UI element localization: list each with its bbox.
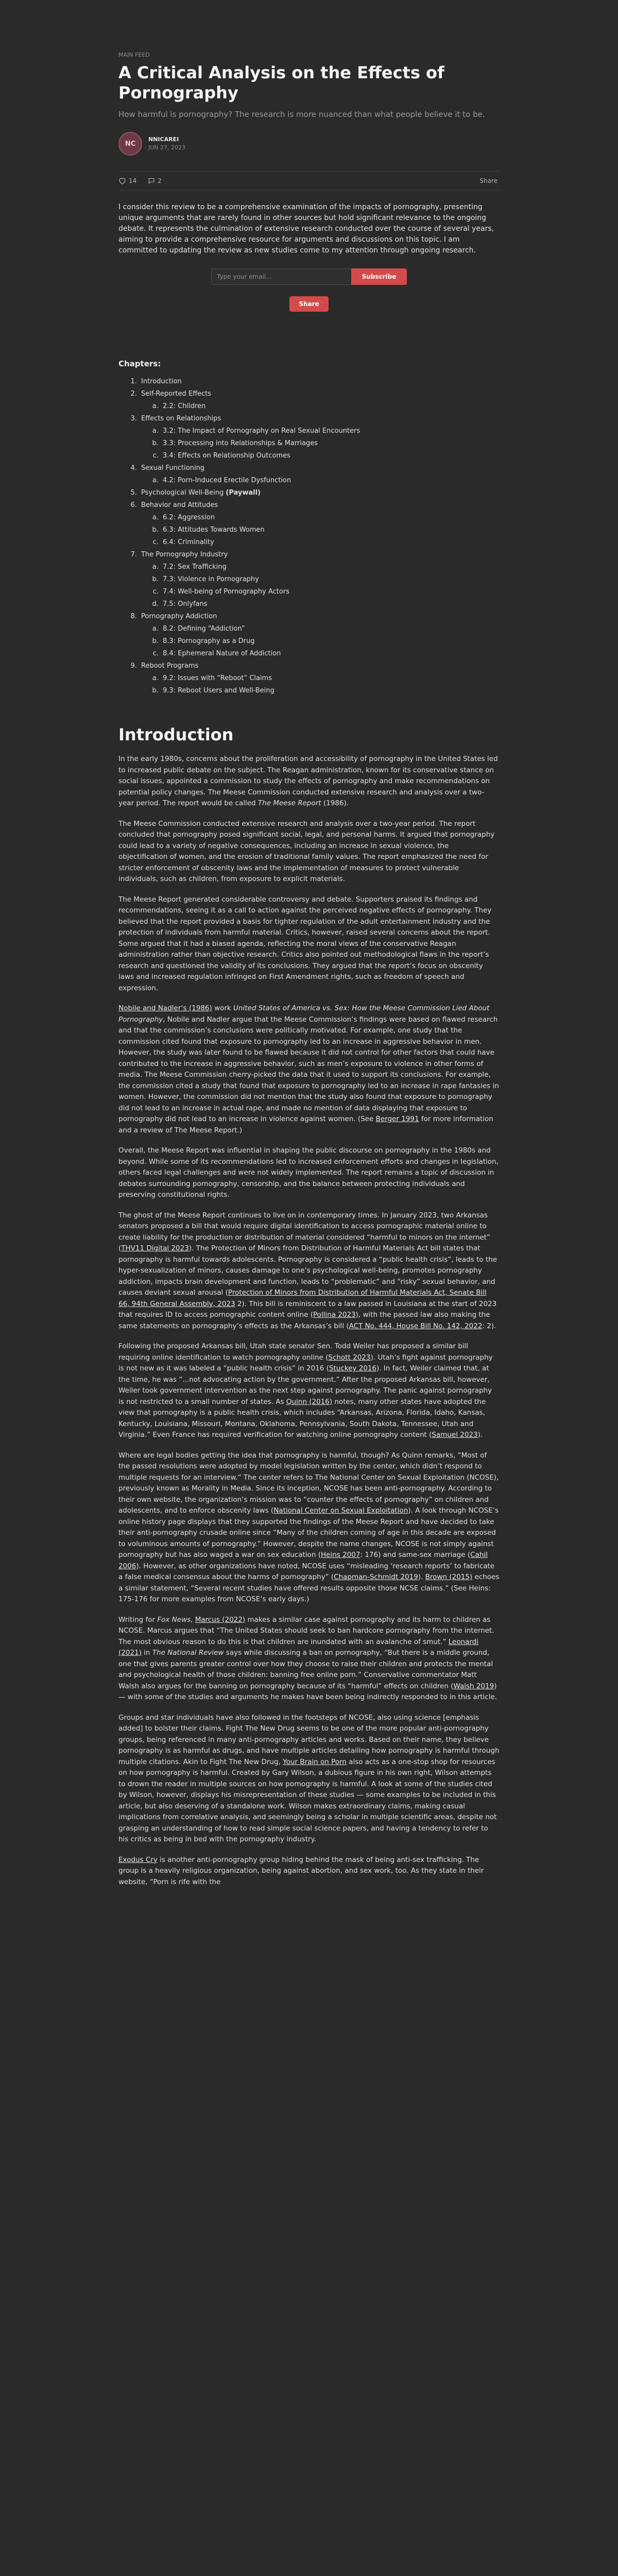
subchapter-item[interactable]: b. 7.3: Violence in Pornography: [161, 573, 500, 586]
citation-link[interactable]: Samuel 2023: [432, 1431, 478, 1439]
subscribe-button[interactable]: Subscribe: [351, 268, 407, 285]
subchapter-list: [141, 623, 500, 660]
paragraph: Nobile and Nadler’s (1986) work United States of America vs. Sex: How the Meese Commission Lied About Pornography, Nobile and Nadler argue that the Meese Commission’s findings were based on flawed research and that the commission’s conclusions were politically motivated. For example, one study that the commission cited found that exposure to pornography led to an increase in aggressive behavior in men. However, the study was later found to be flawed because it did not control for other factors that could have contributed to the increase in aggressive behavior, such as men’s exposure to violence in other forms of media. The Meese Commission cherry-picked the data that it used to support its conclusions. For example, the commission cited a study that found that exposure to pornography led to an increase in rape fantasies in women. However, the commission did not mention that the study also found that exposure to pornography did not lead to an increase in actual rape, and made no mention of data displaying that exposure to pornography did not lead to an increase in violence against women. (See Berger 1991 for more information and a review of The Meese Report.): [118, 1004, 499, 1134]
chapter-label[interactable]: Effects on Relationships: [141, 415, 221, 422]
citation-link[interactable]: Schott 2023: [328, 1353, 371, 1362]
paragraph: Writing for Fox News, Marcus (2022) makes a similar case against pornography and its harm to children as NCOSE. Marcus argues that “The United States should seek to ban hardcore pornography from the internet. The most obvious reason to do this is that children are inundated with an avalanche of smut.” Leonardi (2021) in The National Review says while discussing a ban on pornography, “But there is a middle ground, one that gives parents greater control over how they choose to raise their children and protects the mental and psychological health of those children: banning free online porn.” Conservative commentator Matt Walsh also argues for the banning on pornography because of its “harmful” effects on children (Walsh 2019) — with some of the studies and arguments he makes have been being indirectly responded to in this article.: [118, 1615, 497, 1701]
citation-link[interactable]: Chapman-Schmidt 2019: [334, 1573, 418, 1581]
citation-link[interactable]: Your Brain on Porn: [283, 1757, 347, 1766]
chapter-item[interactable]: [139, 388, 500, 413]
chapter-label[interactable]: Introduction: [141, 378, 182, 385]
chapter-item[interactable]: [139, 487, 500, 499]
chapter-list: [118, 376, 500, 697]
subscribe-form: [211, 268, 407, 285]
subchapter-list: [141, 672, 500, 697]
subchapter-list: [141, 474, 500, 487]
subchapter-item[interactable]: a. 7.2: Sex Trafficking: [161, 561, 500, 573]
subchapter-item[interactable]: b. 9.3: Reboot Users and Well-Being: [161, 685, 500, 697]
email-input[interactable]: [211, 268, 351, 285]
chapter-item[interactable]: [139, 499, 500, 549]
article-heading: Introduction: [118, 725, 234, 744]
paragraph: In the early 1980s, concerns about the proliferation and accessibility of pornography in the United States led to increased public debate on the subject. The Reagan administration, known for its conservative stance on social issues, appointed a commission to study the effects of pornography and make recommendations on potential policy changes. The Meese Commission conducted extensive research and analysis over a two-year period. The report would be called The Meese Report (1986).: [118, 755, 498, 807]
subchapter-item[interactable]: c. 8.4: Ephemeral Nature of Addiction: [161, 648, 500, 660]
citation-link[interactable]: Stuckey 2016: [329, 1364, 377, 1372]
comment-icon: [148, 177, 155, 184]
subchapter-item[interactable]: c. 6.4: Criminality: [161, 536, 500, 549]
chapter-label[interactable]: Sexual Functioning: [141, 464, 205, 472]
byline: [118, 132, 500, 156]
heart-icon: [118, 177, 126, 184]
paragraph: The ghost of the Meese Report continues to live on in contemporary times. In January 2023, two Arkansas senators proposed a bill that would require digital identification to access pornographic material online to create liability for the production or distribution of material considered “harmful to minors on the internet” (THV11 Digital 2023). The Protection of Minors from Distribution of Harmful Materials Act bill states that pornography is harmful towards adolescents. Pornography is considered a “public health crisis”, leads to the hyper-sexualization of minors, causes damage to one’s psychological well-being, promotes pornography addiction, impacts brain development and function, leads to “problematic” and “risky” sexual behavior, and causes deviant sexual arousal (Protection of Minors from Distribution of Harmful Materials Act, Senate Bill 66, 94th General Assembly, 2023 2). This bill is reminiscent to a law passed in Louisiana at the start of 2023 that requires ID to access pornographic content online (Pollina 2023), with the passed law also making the same statements on pornography’s effects as the Arkansas’s bill (ACT No. 444, House Bill No. 142, 2022: 2).: [118, 1211, 497, 1330]
chapter-label[interactable]: Self-Reported Effects: [141, 390, 212, 398]
citation-link[interactable]: National Center on Sexual Exploitation: [273, 1506, 408, 1515]
paywall-badge: (Paywall): [226, 489, 261, 497]
citation-link[interactable]: Nobile and Nadler’s (1986): [118, 1004, 212, 1012]
chapter-item[interactable]: [139, 660, 500, 697]
citation-link[interactable]: Heins 2007: [321, 1551, 360, 1559]
subchapter-item[interactable]: d. 7.5: Onlyfans: [161, 598, 500, 611]
subchapter-list: [141, 512, 500, 549]
author-avatar[interactable]: NC: [118, 132, 142, 156]
section-eyebrow[interactable]: MAIN FEED: [118, 52, 150, 58]
comment-count: 2: [158, 177, 162, 184]
subchapter-item[interactable]: a. 4.2: Porn-Induced Erectile Dysfunction: [161, 474, 500, 487]
like-button[interactable]: [118, 177, 136, 184]
chapters-heading: Chapters:: [118, 359, 161, 368]
paragraph: The Meese Report generated considerable controversy and debate. Supporters praised its findings and recommendations, seeing it as a call to action against the perceived negative effects of pornography. They believed that the report provided a basis for tighter regulation of the adult entertainment industry and the protection of individuals from harmful material. Critics, however, raised several concerns about the report. Some argued that it had a biased agenda, reflecting the moral views of the conservative Reagan administration rather than objective research. Critics also pointed out methodological flaws in the report’s research and questioned the validity of its conclusions. They argued that the report’s focus on obscenity laws and increased regulation infringed on First Amendment rights, such as freedom of speech and expression.: [118, 895, 492, 992]
chapter-item[interactable]: [139, 413, 500, 462]
chapter-label[interactable]: Pornography Addiction: [141, 613, 217, 620]
post-actions-bar: [118, 171, 500, 191]
subchapter-item[interactable]: b. 3.3: Processing into Relationships & Marriages: [161, 437, 500, 450]
chapter-item[interactable]: [139, 611, 500, 660]
chapter-item[interactable]: [139, 376, 500, 388]
citation-link[interactable]: Walsh 2019: [453, 1682, 494, 1690]
chapter-label[interactable]: Psychological Well-Being: [141, 489, 224, 497]
article-body: [118, 725, 500, 1888]
citation-link[interactable]: Marcus (2022): [195, 1615, 246, 1624]
share-link[interactable]: Share: [479, 177, 497, 184]
subchapter-list: [141, 425, 500, 462]
subchapter-item[interactable]: a. 6.2: Aggression: [161, 512, 500, 524]
citation-link[interactable]: Protection of Minors from Distribution of Harmful Materials Act, Senate Bill 66, 94th General Assembly, 2023: [118, 1289, 487, 1308]
paragraph: Exodus Cry is another anti-pornography group hiding behind the mask of being anti-sex trafficking. The group is a heavily religious organization, being against abortion, and sex work, too. As they state in their website, “Porn is rife with the: [118, 1855, 484, 1886]
subchapter-list: [141, 400, 500, 413]
citation-link[interactable]: Cahil 2006: [118, 1551, 488, 1570]
subchapter-item[interactable]: a. 2.2: Children: [161, 400, 500, 413]
comments-button[interactable]: [148, 177, 162, 184]
citation-link[interactable]: Exodus Cry: [118, 1855, 158, 1864]
subchapter-item[interactable]: c. 7.4: Well-being of Pornography Actors: [161, 586, 500, 598]
chapter-item[interactable]: [139, 549, 500, 611]
post-subtitle: How harmful is pornography? The research is more nuanced than what people believe it to be.: [118, 110, 485, 119]
subchapter-item[interactable]: a. 3.2: The Impact of Pornography on Real Sexual Encounters: [161, 425, 500, 437]
subchapter-item[interactable]: a. 9.2: Issues with “Reboot” Claims: [161, 672, 500, 685]
post-title: A Critical Analysis on the Effects of Pornography: [118, 63, 444, 103]
citation-link[interactable]: ACT No. 444, House Bill No. 142, 2022: [349, 1321, 483, 1330]
citation-link[interactable]: Quinn (2016): [286, 1397, 333, 1406]
chapter-item[interactable]: [139, 462, 500, 487]
chapter-label[interactable]: The Pornography Industry: [141, 551, 228, 558]
subchapter-item[interactable]: b. 8.3: Pornography as a Drug: [161, 635, 500, 648]
paragraph: Groups and star individuals have also followed in the footsteps of NCOSE, also using science [emphasis added] to bolster their claims. Fight The New Drug seems to be one of the more popular anti-pornography groups, being referenced in many anti-pornography articles and works. Based on their name, they believe pornography is as harmful as drugs, and have multiple articles detailing how pornography is harmful through multiple citations. Akin to Fight The New Drug, Your Brain on Porn also acts as a one-stop shop for resources on how pornography is harmful. Created by Gary Wilson, a dubious figure in his own right, Wilson attempts to drown the reader in multiple sources on how pornography is harmful. A look at some of the studies cited by Wilson, however, displays his misrepresentation of these studies — some examples to be included in this article, but also deserving of a standalone work. Wilson makes extraordinary claims, making casual implications from correlative analysis, and seemingly being a scholar in multiple scientific areas, despite not grasping an understanding of how to read simple social science papers, and having a tendency to refer to his critics as being in bed with the pornography industry.: [118, 1713, 500, 1843]
author-name[interactable]: NNICAREI: [148, 136, 179, 143]
share-button[interactable]: Share: [289, 296, 329, 312]
paragraph: Following the proposed Arkansas bill, Utah state senator Sen. Todd Weiler has proposed a similar bill requiring online identification to watch pornography online (Schott 2023). Utah’s fight against pornography is not new as it was labeled a “public health crisis” in 2016 (Stuckey 2016). In fact, Weiler claimed that, at the time, he was “...not advocating action by the government.” After the proposed Arkansas bill, however, Weiler took government intervention as the next step against pornography. The panic against pornography is not restricted to a small number of states. As Quinn (2016) notes, many other states have adopted the view that pornography is a public health crisis, which includes “Arkansas, Arizona, Florida, Idaho, Kansas, Kentucky, Louisiana, Missouri, Montana, Oklahoma, Pennsylvania, South Dakota, Tennessee, Utah and Virginia.” Even France has required verification for watching online pornography content (Samuel 2023).: [118, 1342, 493, 1439]
paragraph: Overall, the Meese Report was influential in shaping the public discourse on pornography in the 1980s and beyond. While some of its recommendations led to increased enforcement efforts and changes in legislation, others faced legal challenges and were not widely implemented. The report remains a topic of discussion in debates surrounding pornography, censorship, and the balance between protecting individuals and preserving constitutional rights.: [118, 1146, 499, 1199]
subchapter-item[interactable]: a. 8.2: Defining “Addiction”: [161, 623, 500, 635]
paragraph: The Meese Commission conducted extensive research and analysis over a two-year period. The report concluded that pornography posed significant social, legal, and personal harms. It argued that pornography could lead to a variety of negative consequences, including an increase in sexual violence, the objectification of women, and the erosion of traditional family values. The report emphasized the need for stricter enforcement of obscenity laws and the implementation of measures to protect vulnerable individuals, such as children, from exposure to explicit materials.: [118, 819, 495, 883]
chapter-label[interactable]: Behavior and Attitudes: [141, 501, 218, 509]
citation-link[interactable]: Pollina 2023: [313, 1311, 356, 1319]
post-date: JUN 27, 2023: [148, 144, 186, 151]
author-info: [148, 135, 185, 152]
subchapter-list: [141, 561, 500, 611]
like-count: 14: [129, 177, 137, 184]
citation-link[interactable]: Berger 1991: [375, 1115, 419, 1123]
subchapter-item[interactable]: b. 6.3: Attitudes Towards Women: [161, 524, 500, 536]
intro-paragraph: I consider this review to be a comprehensive examination of the impacts of pornography, presenting unique arguments that are rarely found in other sources but hold significant relevance to the ongoing debate. It represents the culmination of extensive research conducted over the course of several years, aiming to provide a comprehensive resource for arguments and discussions on this topic. I am committed to updating the review as new studies come to my attention through ongoing research.: [118, 203, 494, 255]
citation-link[interactable]: Brown (2015): [425, 1573, 473, 1581]
paragraph: Where are legal bodies getting the idea that pornography is harmful, though? As Quinn remarks, “Most of the passed resolutions were adopted by model legislation written by the center, which didn’t respond to multiple requests for an interview.” The center refers to The National Center on Sexual Exploitation (NCOSE), previously known as Morality in Media. Since its inception, NCOSE has been anti-pornography. According to their own website, the organization’s mission was to “counter the effects of pornography” on children and adolescents, and to enforce obscenity laws (National Center on Sexual Exploitation). A look through NCOSE’s online history page displays that they supported the findings of the Meese Report and have decided to take their anti-pornography crusade online since “Many of the children coming of age in this decade are exposed to voluminous amounts of pornography.” However, despite the name changes, NCOSE is not simply against pornography but has also waged a war on sex education (Heins 2007: 176) and same-sex marriage (Cahil 2006). However, as other organizations have noted, NCOSE uses “misleading ‘research reports’ to fabricate a false medical consensus about the harms of pornography” (Chapman-Schmidt 2019). Brown (2015) echoes a similar statement, “Several recent studies have offered results opposite those NCSE claims.” (See Heins: 175-176 for more examples from NCOSE’s early days.): [118, 1451, 500, 1603]
citation-link[interactable]: THV11 Digital 2023: [121, 1244, 189, 1252]
citation-link[interactable]: Leonardi (2021): [118, 1637, 479, 1657]
chapter-label[interactable]: Reboot Programs: [141, 662, 199, 670]
subchapter-item[interactable]: c. 3.4: Effects on Relationship Outcomes: [161, 450, 500, 462]
